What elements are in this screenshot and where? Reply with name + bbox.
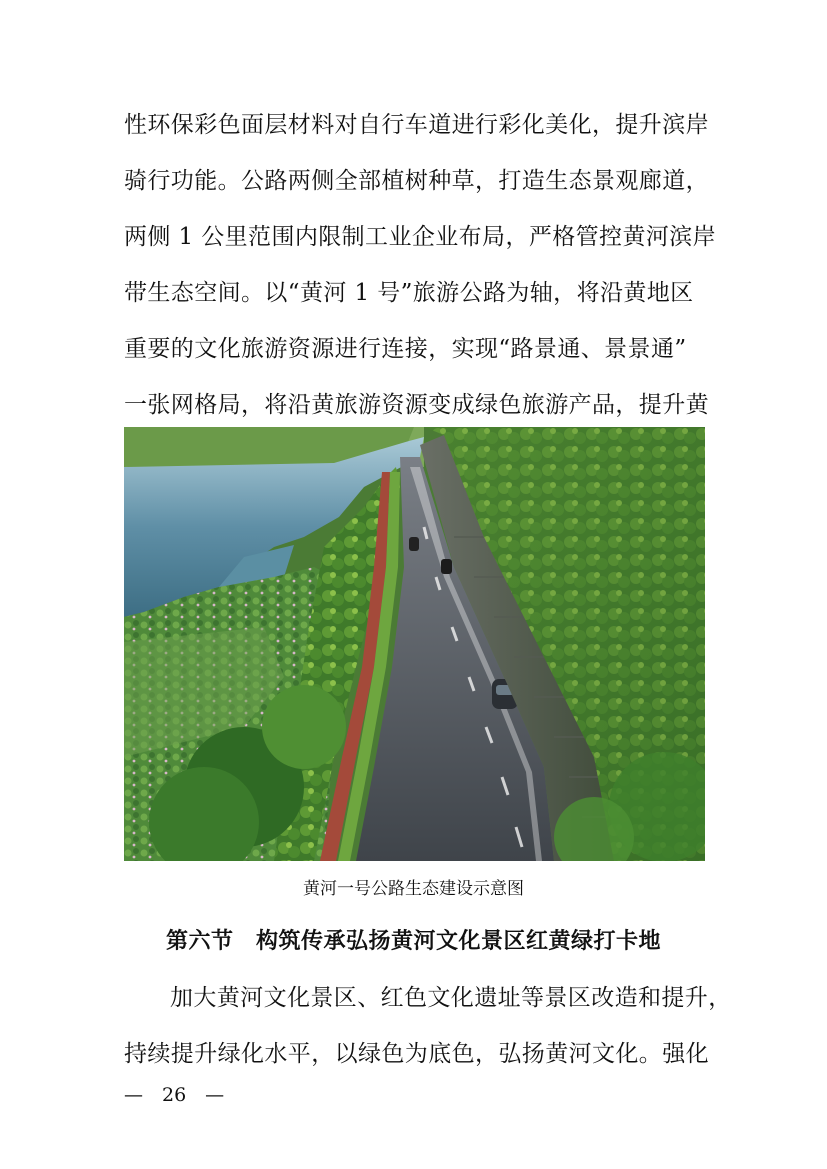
paragraph-line: 重要的文化旅游资源进行连接，实现“路景通、景景通” — [124, 336, 687, 362]
paragraph-2 — [124, 975, 732, 1087]
road-landscape-image — [124, 427, 705, 861]
paragraph-line: 加大黄河文化景区、红色文化遗址等景区改造和提升， — [170, 985, 732, 1011]
page-number: — 26 — — [124, 1084, 225, 1106]
figure-caption: 黄河一号公路生态建设示意图 — [303, 879, 524, 899]
paragraph-line: 持续提升绿化水平，以绿色为底色，弘扬黄河文化。强化 — [124, 1041, 709, 1067]
section-heading: 第六节 构筑传承弘扬黄河文化景区红黄绿打卡地 — [165, 928, 661, 954]
paragraph-line: 两侧 1 公里范围内限制工业企业布局，严格管控黄河滨岸 — [124, 224, 717, 250]
paragraph-line: 带生态空间。以“黄河 1 号”旅游公路为轴，将沿黄地区 — [124, 280, 694, 306]
paragraph-line: 性环保彩色面层材料对自行车道进行彩化美化，提升滨岸 — [124, 112, 709, 138]
paragraph-line: 一张网格局，将沿黄旅游资源变成绿色旅游产品，提升黄 — [124, 392, 709, 418]
road-ecology-illustration — [124, 427, 705, 861]
paragraph-line: 骑行功能。公路两侧全部植树种草，打造生态景观廊道， — [124, 168, 709, 194]
